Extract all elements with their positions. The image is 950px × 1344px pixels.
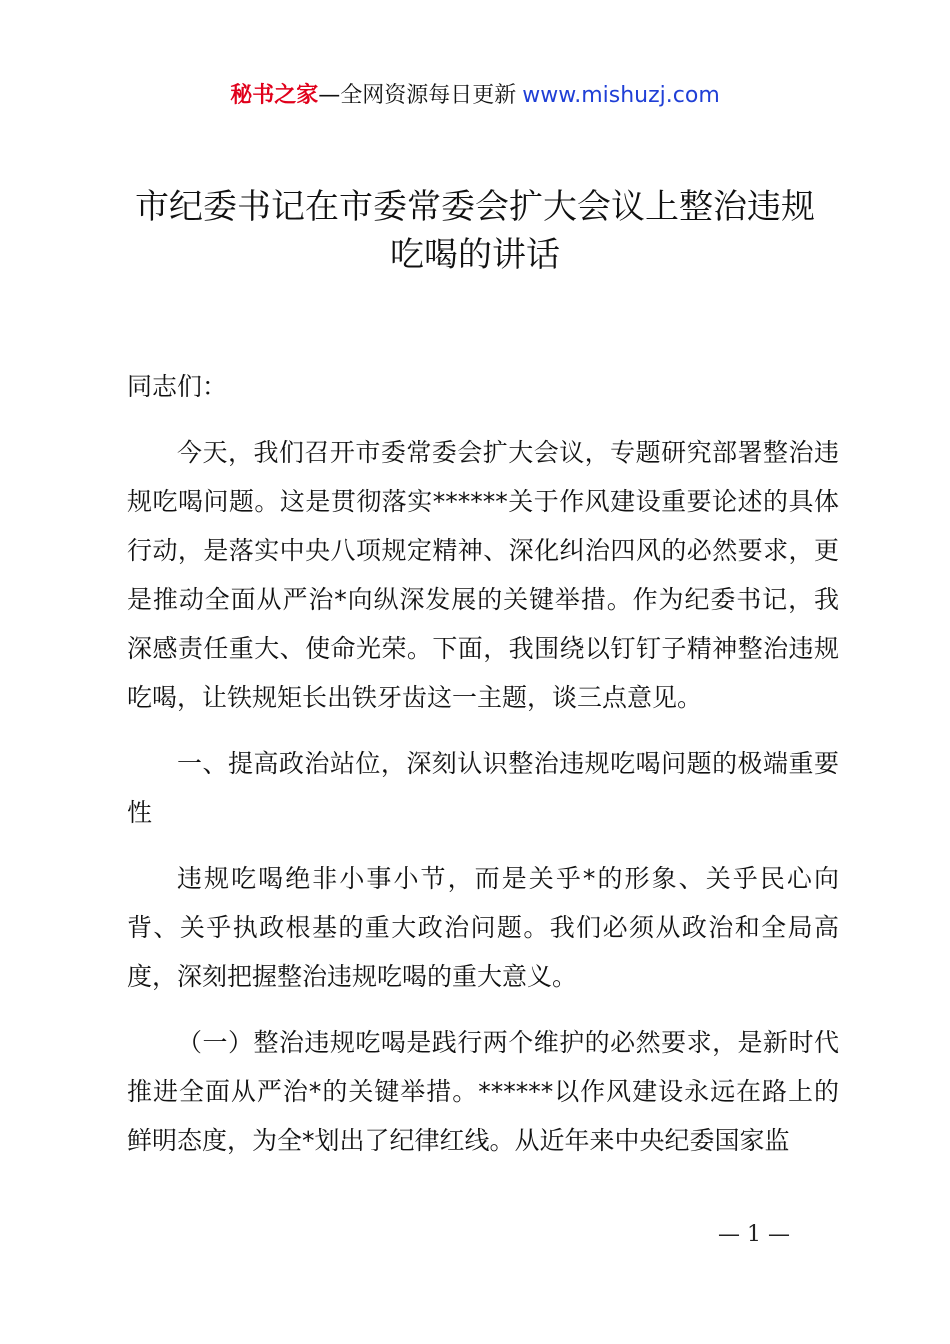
document-body — [127, 362, 839, 1182]
document-title — [100, 183, 850, 279]
salutation: 同志们： — [127, 372, 228, 401]
title-line-2: 吃喝的讲话 — [390, 235, 560, 275]
page-number: — 1 — — [718, 1222, 790, 1247]
banner-url-link[interactable]: www.mishuzj.com — [522, 83, 720, 108]
paragraph-intro: 今天，我们召开市委常委会扩大会议，专题研究部署整治违规吃喝问题。这是贯彻落实******关于作风建设重要论述的具体行动，是落实中央八项规定精神、深化纠治四风的必然要求，更是推动全面从严治*向纵深发展的关键举措。作为纪委书记，我深感责任重大、使命光荣。下面，我围绕以钉钉子精神整治违规吃喝，让铁规矩长出铁牙齿这一主题，谈三点意见。 — [127, 438, 839, 712]
title-line-1: 市纪委书记在市委常委会扩大会议上整治违规 — [135, 187, 815, 227]
banner-slogan: 全网资源每日更新 — [340, 83, 517, 108]
site-banner — [0, 80, 950, 112]
section-heading-1: 一、提高政治站位，深刻认识整治违规吃喝问题的极端重要性 — [127, 749, 839, 827]
paragraph-section-1: 违规吃喝绝非小事小节，而是关乎*的形象、关乎民心向背、关乎执政根基的重大政治问题。我们必须从政治和全局高度，深刻把握整治违规吃喝的重大意义。 — [127, 864, 839, 991]
paragraph-subsection-1: （一）整治违规吃喝是践行两个维护的必然要求，是新时代推进全面从严治*的关键举措。******以作风建设永远在路上的鲜明态度，为全*划出了纪律红线。从近年来中央纪委国家监 — [127, 1028, 839, 1155]
banner-separator: — — [318, 83, 341, 108]
brand-name: 秘书之家 — [230, 83, 319, 108]
